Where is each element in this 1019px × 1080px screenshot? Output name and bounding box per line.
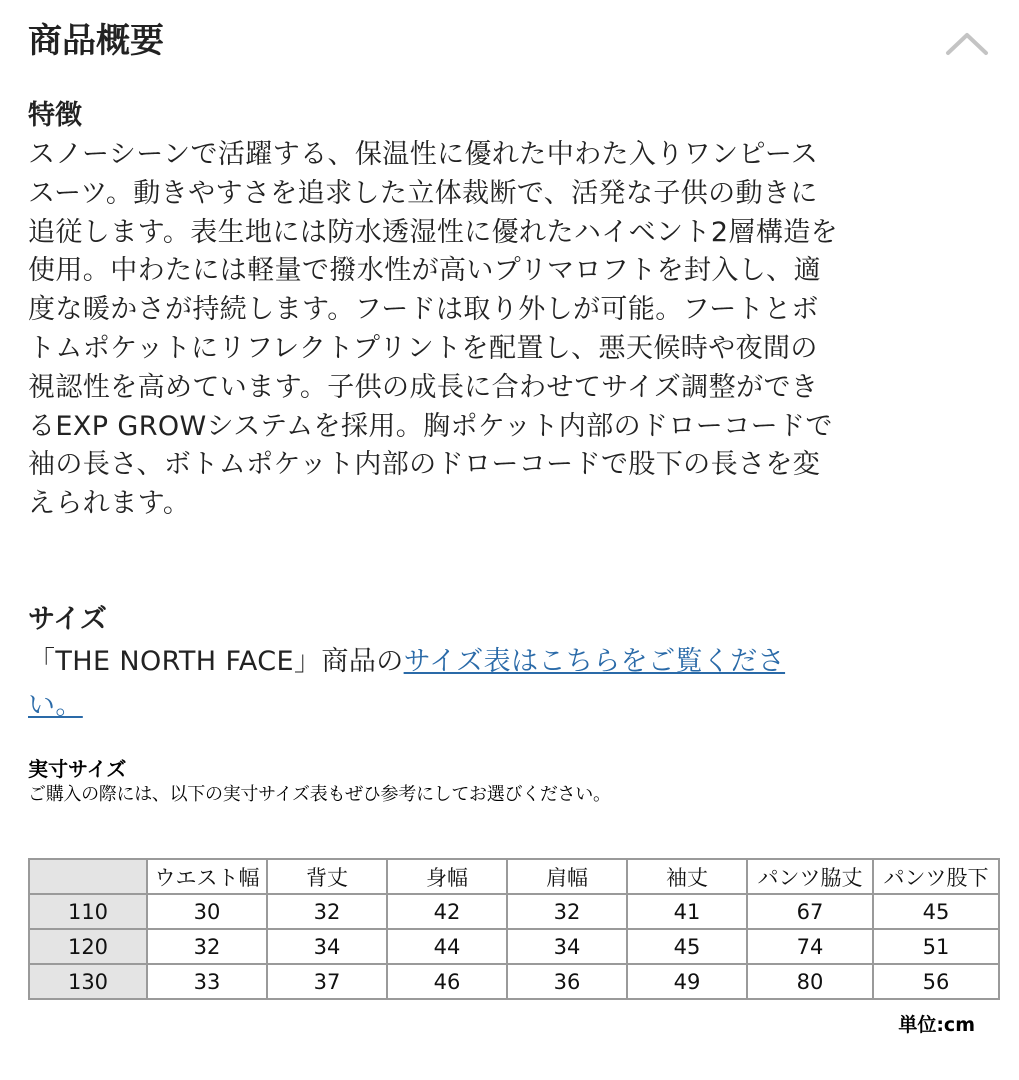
table-cell: 34 <box>507 929 627 964</box>
features-line: えられます。 <box>28 488 191 520</box>
table-cell: 46 <box>387 964 507 999</box>
table-cell: 45 <box>627 929 747 964</box>
column-header: パンツ股下 <box>873 859 999 894</box>
table-row <box>29 964 999 999</box>
table-cell: 37 <box>267 964 387 999</box>
features-line: スーツ。動きやすさを追求した立体裁断で、活発な子供の動きに <box>28 177 818 209</box>
size-guide-text-cont <box>28 684 988 728</box>
features-line: トムポケットにリフレクトプリントを配置し、悪天候時や夜間の <box>28 332 818 364</box>
column-header: ウエスト幅 <box>147 859 267 894</box>
table-corner-cell <box>29 859 147 894</box>
table-cell: 32 <box>507 894 627 929</box>
features-line: 袖の長さ、ボトムポケット内部のドローコードで股下の長さを変 <box>28 449 821 481</box>
table-cell: 74 <box>747 929 873 964</box>
row-header: 110 <box>29 894 147 929</box>
table-cell: 41 <box>627 894 747 929</box>
row-header: 130 <box>29 964 147 999</box>
table-cell: 32 <box>147 929 267 964</box>
table-cell: 45 <box>873 894 999 929</box>
measurements-title: 実寸サイズ <box>28 757 127 781</box>
features-line: 視認性を高めています。子供の成長に合わせてサイズ調整ができ <box>28 371 819 403</box>
table-cell: 67 <box>747 894 873 929</box>
size-chart-link-cont[interactable]: い。 <box>28 690 83 721</box>
features-description <box>28 136 988 524</box>
page-title: 商品概要 <box>28 21 164 61</box>
column-header: 身幅 <box>387 859 507 894</box>
features-section <box>28 96 988 524</box>
size-table <box>28 858 1000 1000</box>
size-chart-link[interactable]: サイズ表はこちらをご覧くださ <box>403 646 786 677</box>
measurements-note: ご購入の際には、以下の実寸サイズ表もぜひ参考にしてお選びください。 <box>28 784 611 805</box>
table-cell: 32 <box>267 894 387 929</box>
table-cell: 30 <box>147 894 267 929</box>
column-header: 背丈 <box>267 859 387 894</box>
features-line: 使用。中わたには軽量で撥水性が高いプリマロフトを封入し、適 <box>28 255 821 287</box>
table-cell: 36 <box>507 964 627 999</box>
table-cell: 33 <box>147 964 267 999</box>
table-cell: 42 <box>387 894 507 929</box>
features-line: スノーシーンで活躍する、保温性に優れた中わた入りワンピース <box>28 139 819 170</box>
measurements-intro <box>28 756 988 808</box>
row-header: 120 <box>29 929 147 964</box>
table-row <box>29 929 999 964</box>
size-guide-text <box>28 640 988 684</box>
features-line: 度な暖かさが持続します。フードは取り外しが可能。フートとボ <box>28 294 819 326</box>
column-header: 袖丈 <box>627 859 747 894</box>
column-header: 肩幅 <box>507 859 627 894</box>
size-section <box>28 600 988 728</box>
features-heading: 特徴 <box>28 100 82 131</box>
chevron-up-icon[interactable] <box>945 30 989 56</box>
size-heading: サイズ <box>28 604 107 635</box>
features-line: 追従します。表生地には防水透湿性に優れたハイベント2層構造を <box>28 216 839 248</box>
summary-header <box>28 16 995 66</box>
table-cell: 56 <box>873 964 999 999</box>
table-cell: 44 <box>387 929 507 964</box>
table-row <box>29 894 999 929</box>
features-line: るEXP GROWシステムを採用。胸ポケット内部のドローコードで <box>28 410 833 442</box>
table-header-row <box>29 859 999 894</box>
table-cell: 34 <box>267 929 387 964</box>
table-cell: 80 <box>747 964 873 999</box>
unit-label: 単位:cm <box>898 1014 975 1036</box>
size-guide-prefix: 「THE NORTH FACE」商品の <box>28 646 404 677</box>
column-header: パンツ脇丈 <box>747 859 873 894</box>
table-cell: 49 <box>627 964 747 999</box>
table-cell: 51 <box>873 929 999 964</box>
